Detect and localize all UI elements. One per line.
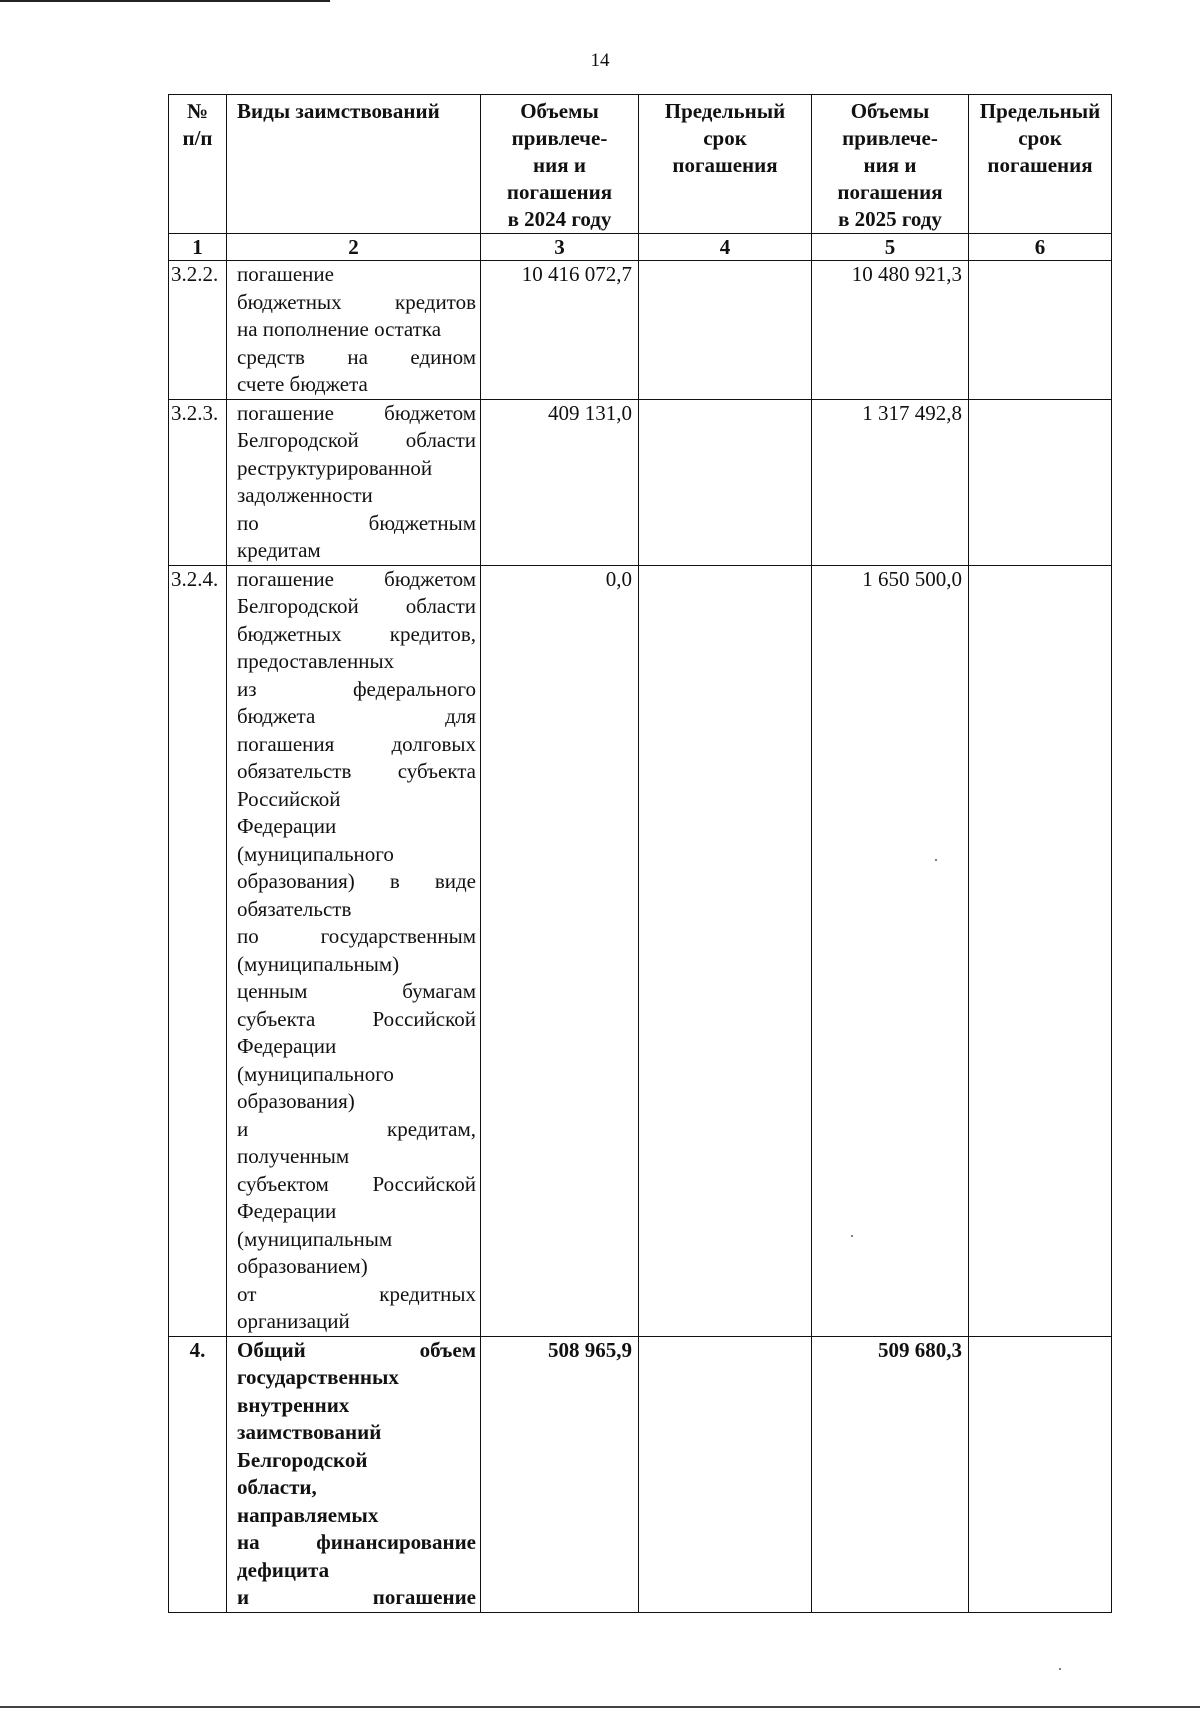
description-line: обязательств bbox=[237, 896, 352, 921]
header-term-2024: Предельный срок погашения bbox=[639, 95, 812, 234]
header-borrowing-type: Виды заимствований bbox=[227, 95, 481, 234]
description-line: средств на едином bbox=[237, 344, 476, 369]
description-line: Федерации bbox=[237, 1034, 337, 1058]
description-line: и погашение bbox=[237, 1585, 476, 1609]
description-line: предоставленных bbox=[237, 649, 395, 673]
description-line: образования) в виде bbox=[237, 869, 476, 893]
row-description bbox=[227, 565, 481, 1336]
description-line: на пополнение остатка bbox=[237, 317, 442, 341]
amount-2024: 10 416 072,7 bbox=[481, 261, 639, 400]
row-description bbox=[227, 1336, 481, 1612]
page-number: 14 bbox=[590, 50, 610, 71]
row-number: 3.2.2. bbox=[169, 261, 227, 400]
scan-edge-bottom bbox=[0, 1706, 1200, 1708]
description-line: погашения долговых bbox=[237, 731, 476, 756]
description-line: дефицита bbox=[237, 1557, 330, 1582]
description-line: организаций bbox=[237, 1309, 350, 1333]
term-2024 bbox=[639, 1336, 812, 1612]
description-line: (муниципального bbox=[237, 841, 394, 866]
description-line: ценным бумагам bbox=[237, 979, 476, 1003]
description-line: обязательств субъекта bbox=[237, 759, 476, 783]
description-line: погашение бюджетом bbox=[237, 400, 476, 425]
column-number: 2 bbox=[227, 234, 481, 261]
amount-2024: 0,0 bbox=[481, 565, 639, 1336]
term-2025 bbox=[969, 261, 1112, 400]
header-volume-2024: Объемы привлече- ния и погашения в 2024 году bbox=[481, 95, 639, 234]
description-line: от кредитных bbox=[237, 1281, 476, 1306]
description-line: Белгородской области bbox=[237, 428, 476, 452]
scan-speck bbox=[1059, 1668, 1061, 1670]
description-line: счете бюджета bbox=[237, 372, 368, 396]
header-volume-2025: Объемы привлече- ния и погашения в 2025 году bbox=[812, 95, 969, 234]
description-line: образования) bbox=[237, 1089, 355, 1113]
scan-edge-top bbox=[0, 0, 330, 2]
column-number: 4 bbox=[639, 234, 812, 261]
description-line: из федерального bbox=[237, 676, 476, 701]
row-number: 3.2.3. bbox=[169, 399, 227, 565]
row-number: 4. bbox=[169, 1336, 227, 1612]
description-line: государственных bbox=[237, 1365, 399, 1389]
column-number: 3 bbox=[481, 234, 639, 261]
description-line: Федерации bbox=[237, 1199, 337, 1223]
column-number: 6 bbox=[969, 234, 1112, 261]
description-line: Российской bbox=[237, 786, 341, 811]
description-line: Белгородской bbox=[237, 1447, 368, 1472]
description-line: по бюджетным bbox=[237, 510, 476, 535]
description-line: бюджета для bbox=[237, 704, 476, 728]
column-number-row bbox=[169, 234, 1112, 261]
term-2024 bbox=[639, 565, 812, 1336]
term-2025 bbox=[969, 399, 1112, 565]
description-line: Общий объем bbox=[237, 1337, 476, 1362]
table-row bbox=[169, 399, 1112, 565]
description-line: кредитам bbox=[237, 538, 321, 562]
header-term-2025: Предельный срок погашения bbox=[969, 95, 1112, 234]
description-line: Федерации bbox=[237, 814, 337, 838]
description-line: полученным bbox=[237, 1144, 350, 1168]
term-2024 bbox=[639, 399, 812, 565]
table-row bbox=[169, 1336, 1112, 1612]
amount-2025: 1 317 492,8 bbox=[812, 399, 969, 565]
description-line: погашение bbox=[237, 262, 334, 286]
description-line: Белгородской области bbox=[237, 594, 476, 618]
scan-speck bbox=[935, 859, 937, 861]
term-2025 bbox=[969, 1336, 1112, 1612]
column-number: 1 bbox=[169, 234, 227, 261]
description-line: задолженности bbox=[237, 483, 373, 507]
description-line: внутренних bbox=[237, 1392, 350, 1417]
row-description bbox=[227, 261, 481, 400]
description-line: (муниципальным) bbox=[237, 951, 400, 976]
description-line: бюджетных кредитов, bbox=[237, 621, 476, 646]
table-row bbox=[169, 565, 1112, 1336]
header-number: № п/п bbox=[169, 95, 227, 234]
description-line: реструктурированной bbox=[237, 455, 433, 480]
description-line: направляемых bbox=[237, 1502, 379, 1527]
description-line: погашение бюджетом bbox=[237, 566, 476, 591]
description-line: образованием) bbox=[237, 1254, 368, 1278]
description-line: субъектом Российской bbox=[237, 1171, 476, 1196]
amount-2025: 10 480 921,3 bbox=[812, 261, 969, 400]
description-line: на финансирование bbox=[237, 1530, 476, 1554]
table-row bbox=[169, 261, 1112, 400]
description-line: субъекта Российской bbox=[237, 1006, 476, 1031]
term-2025 bbox=[969, 565, 1112, 1336]
term-2024 bbox=[639, 261, 812, 400]
description-line: и кредитам, bbox=[237, 1116, 476, 1141]
column-number: 5 bbox=[812, 234, 969, 261]
borrowing-table bbox=[168, 94, 1112, 1613]
description-line: по государственным bbox=[237, 924, 476, 948]
amount-2025: 509 680,3 bbox=[812, 1336, 969, 1612]
description-line: бюджетных кредитов bbox=[237, 289, 476, 314]
description-line: области, bbox=[237, 1475, 317, 1499]
amount-2024: 409 131,0 bbox=[481, 399, 639, 565]
amount-2025: 1 650 500,0 bbox=[812, 565, 969, 1336]
row-number: 3.2.4. bbox=[169, 565, 227, 1336]
scan-speck bbox=[851, 1235, 853, 1237]
description-line: (муниципальным bbox=[237, 1226, 393, 1251]
row-description bbox=[227, 399, 481, 565]
amount-2024: 508 965,9 bbox=[481, 1336, 639, 1612]
header-row bbox=[169, 95, 1112, 234]
description-line: (муниципального bbox=[237, 1061, 394, 1086]
description-line: заимствований bbox=[237, 1420, 382, 1444]
